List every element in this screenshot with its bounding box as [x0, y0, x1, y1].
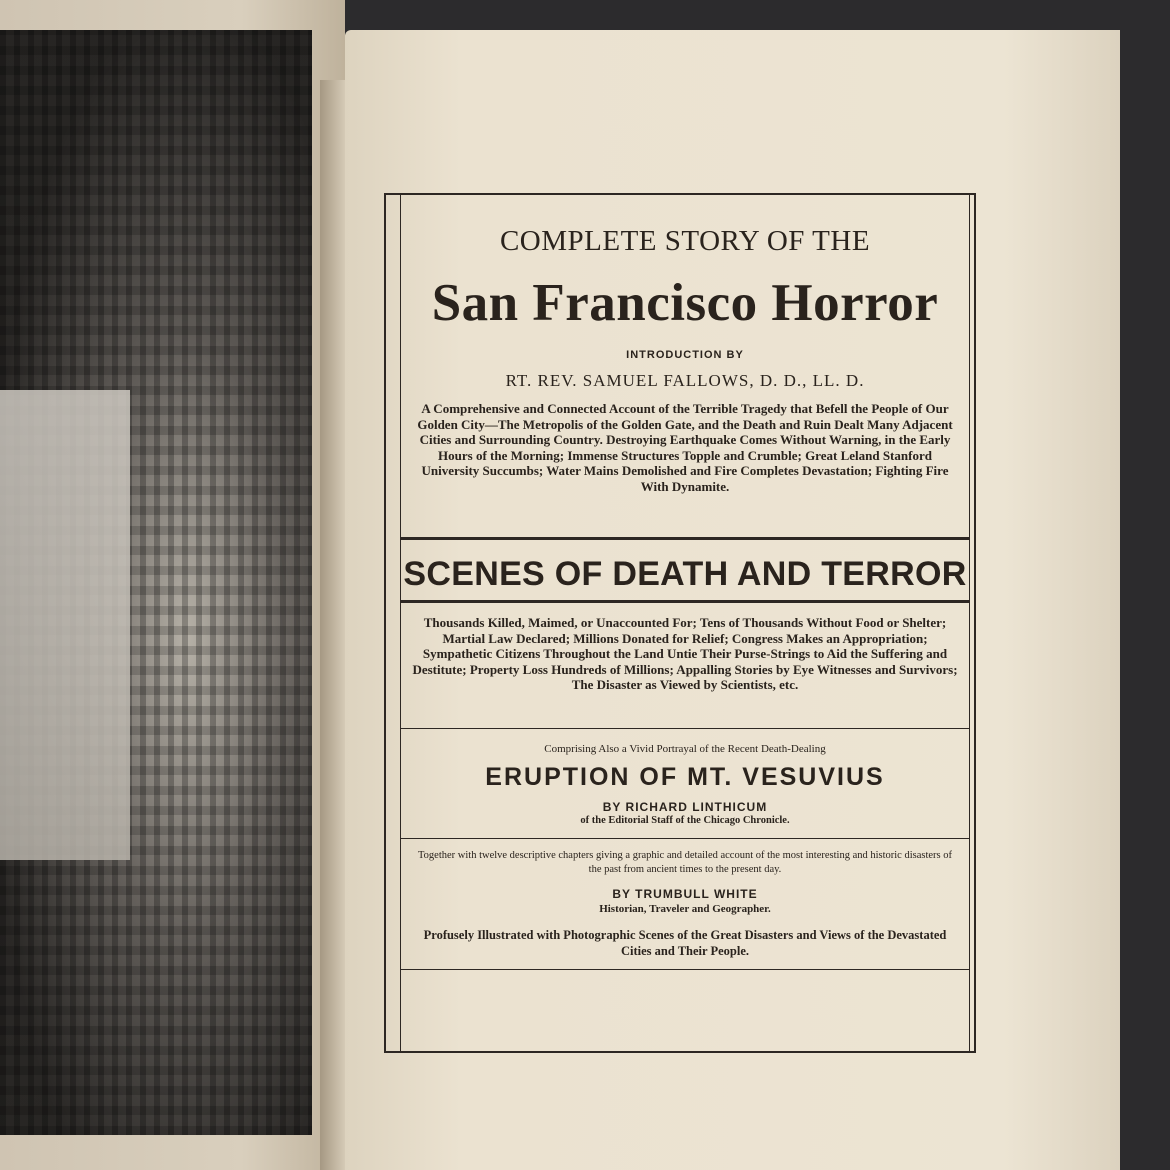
comprising-line: Comprising Also a Vivid Portrayal of the Recent Death-Dealing [544, 743, 826, 755]
by-white: BY TRUMBULL WHITE [612, 887, 758, 901]
description-paragraph: A Comprehensive and Connected Account of the Terrible Tragedy that Befell the People of Our Golden City—The Metropolis of the Golden Gate, and the Death and Ruin Dealt Many Adjacent Cities and Surrounding Country. Destroying Earthquake Comes Without Warning, in the Early Hours of the Morning; Immense Structures Topple and Crumble; Great Leland Stanford University Succumbs; Water Mains Demolished and Fire Completes Devastation; Fighting Fire With Dynamite. [417, 401, 953, 494]
divider-3 [401, 728, 969, 729]
together-paragraph: Together with twelve descriptive chapters giving a graphic and detailed account of the most interesting and historic disasters of the past from ancient times to the present day. [417, 850, 953, 875]
illustrated-note: Profusely Illustrated with Photographic Scenes of the Great Disasters and Views of the Devastated Cities and Their People. [423, 928, 947, 958]
title-page-inner-frame [400, 195, 970, 1051]
introduction-by-label: INTRODUCTION BY [626, 349, 744, 361]
scenes-heading: SCENES OF DEATH AND TERROR [403, 555, 967, 593]
divider-5 [401, 969, 969, 970]
divider-1 [401, 537, 969, 540]
title-page-frame [384, 193, 976, 1053]
complete-story-line: COMPLETE STORY OF THE [499, 225, 871, 257]
white-role: Historian, Traveler and Geographer. [599, 903, 771, 915]
by-linthicum: BY RICHARD LINTHICUM [602, 800, 768, 814]
photo-sky [0, 390, 130, 860]
scenes-paragraph: Thousands Killed, Maimed, or Unaccounted For; Tens of Thousands Without Food or Shelter; Martial Law Declared; Millions Donated for Relief; Congress Makes an Appropriation; Sympathetic Citizens Throughout the Land Untie Their Purse-Strings to Aid the Suffering and Destitute; Property Loss Hundreds of Millions; Appalling Stories by Eye Witnesses and Survivors; The Disaster as Viewed by Scientists, etc. [412, 615, 958, 692]
ruins-photograph [0, 30, 312, 1135]
introducer-name: RT. REV. SAMUEL FALLOWS, D. D., LL. D. [505, 371, 865, 390]
linthicum-role: of the Editorial Staff of the Chicago Chronicle. [580, 815, 790, 826]
divider-4 [401, 838, 969, 839]
eruption-heading: ERUPTION OF MT. VESUVIUS [485, 763, 885, 791]
main-title: San Francisco Horror [431, 274, 939, 332]
divider-2 [401, 600, 969, 603]
left-page [0, 0, 345, 1170]
